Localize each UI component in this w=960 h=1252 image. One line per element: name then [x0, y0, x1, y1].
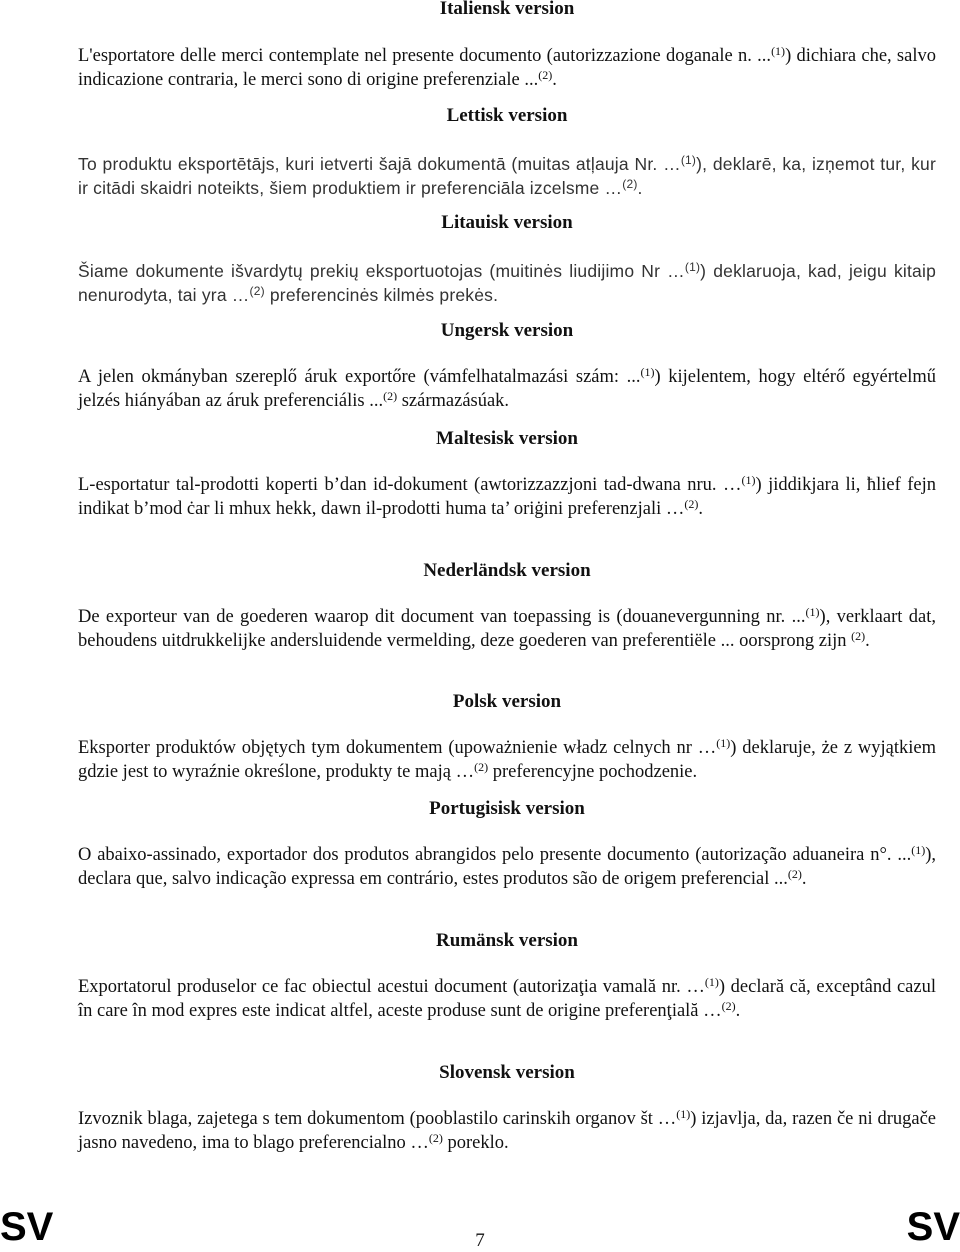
- section-romanian: [78, 929, 936, 1021]
- section-maltese: [78, 427, 937, 519]
- section-heading: Litauisk version: [441, 212, 573, 233]
- section-text: To produktu eksportētājs, kuri ietverti šajā dokumentā (muitas atļauja Nr. …$^{(1)}$), deklarē, ka, izņemot tur, kur ir citādi skaidri noteikts, šiem produktiem ir preferenciāla izcelsme …$^{(2)}$.: [78, 153, 936, 198]
- section-polish: [78, 690, 936, 782]
- page-number: 7: [475, 1230, 485, 1251]
- section-text: Exportatorul produselor ce fac obiectul acestui document (autorizaţia vamală nr. …$^{(1)}$) declară că, exceptând cazul în care în mod expres este indicat altfel, aceste produse sunt de origine preferenţială …$^{(2)}$.: [78, 975, 936, 1021]
- section-heading: Polsk version: [452, 691, 562, 712]
- section-text: L-esportatur tal-prodotti koperti b’dan id-dokument (awtorizzazzjoni tad-dwana nru. …$^{(1)}$) jiddikjara li, ħlief fejn indikat b’mod ċar li mhux hekk, dawn il-prodotti huma ta’ oriġini preferenzjali …$^{(2)}$.: [78, 473, 937, 519]
- section-heading: Portugisisk version: [429, 798, 585, 819]
- section-hungarian: [78, 319, 936, 411]
- section-dutch: [78, 559, 936, 651]
- section-text: De exporteur van de goederen waarop dit document van toepassing is (douanevergunning nr. ...$^{(1)}$), verklaart dat, behoudens uitdrukkelijke andersluidende vermelding, deze goederen van preferentiële ... oorsprong zijn $^{(2)}$.: [78, 605, 936, 651]
- section-heading: Maltesisk version: [436, 428, 578, 449]
- section-text: O abaixo-assinado, exportador dos produtos abrangidos pelo presente documento (autorização aduaneira n°. ...$^{(1)}$), declara que, salvo indicação expressa em contrário, estes produtos são de origem preferencial ...$^{(2)}$.: [78, 843, 936, 889]
- section-text: L'esportatore delle merci contemplate nel presente documento (autorizzazione doganale n. ...$^{(1)}$) dichiara che, salvo indicazione contraria, le merci sono di origine preferenziale ...$^{(2)}$.: [78, 44, 936, 90]
- section-heading: Nederländsk version: [423, 560, 591, 581]
- section-text: A jelen okmányban szereplő áruk exportőre (vámfelhatalmazási szám: ...$^{(1)}$) kijelentem, hogy eltérő egyértelmű jelzés hiányában az áruk preferenciális ...$^{(2)}$ származásúak.: [78, 365, 936, 411]
- section-text: Eksporter produktów objętych tym dokumentem (upoważnienie władz celnych nr …$^{(1)}$) deklaruje, że z wyjątkiem gdzie jest to wyraźnie określone, produkty te mają …$^{(2)}$ preferencyjne pochodzenie.: [78, 736, 936, 782]
- footer-language-code-left: SV: [0, 1205, 54, 1249]
- section-text: Šiame dokumente išvardytų prekių eksportuotojas (muitinės liudijimo Nr …$^{(1)}$) deklaruoja, kad, jeigu kitaip nenurodyta, tai yra …$^{(2)}$ preferencinės kilmės prekės.: [78, 260, 936, 305]
- section-heading: Lettisk version: [446, 105, 568, 126]
- section-heading: Ungersk version: [440, 320, 574, 341]
- section-heading: Slovensk version: [439, 1062, 575, 1083]
- section-portuguese: [78, 797, 936, 889]
- footer-language-code-right: SV: [906, 1205, 960, 1249]
- section-text: Izvoznik blaga, zajetega s tem dokumentom (pooblastilo carinskih organov št …$^{(1)}$) izjavlja, da, razen če ni drugače jasno navedeno, ima to blago preferencialno …$^{(2)}$ poreklo.: [78, 1107, 937, 1153]
- section-heading: Italiensk version: [439, 0, 575, 19]
- section-slovenian: [78, 1061, 937, 1153]
- section-heading: Rumänsk version: [436, 930, 578, 951]
- section-lithuanian: [78, 211, 936, 305]
- section-latvian: [78, 104, 936, 198]
